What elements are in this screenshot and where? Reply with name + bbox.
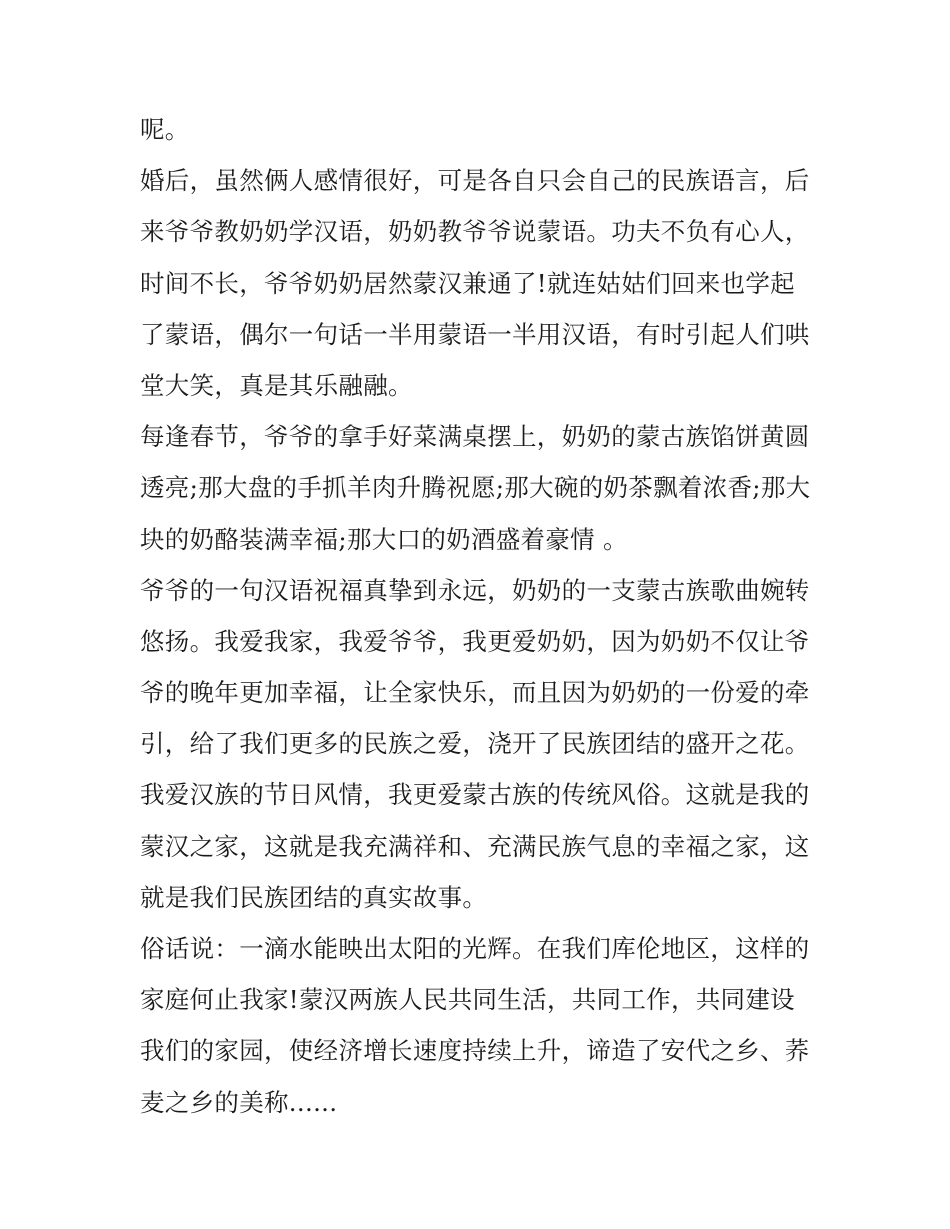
text-line: 来爷爷教奶奶学汉语，奶奶教爷爷说蒙语。功夫不负有心人， xyxy=(140,217,810,247)
text-line: 麦之乡的美称...... xyxy=(140,1087,338,1117)
paragraph xyxy=(140,104,820,155)
text-line: 呢。 xyxy=(140,115,190,144)
text-line: 我们的家园，使经济增长速度持续上升，谛造了安代之乡、荞 xyxy=(140,1036,810,1066)
text-line: 时间不长，爷爷奶奶居然蒙汉兼通了!就连姑姑们回来也学起 xyxy=(140,268,795,298)
paragraph xyxy=(140,411,820,565)
text-line: 了蒙语，偶尔一句话一半用蒙语一半用汉语，有时引起人们哄 xyxy=(140,319,810,349)
text-line: 家庭何止我家!蒙汉两族人民共同生活，共同工作，共同建设 xyxy=(140,985,795,1015)
text-line: 引，给了我们更多的民族之爱，浇开了民族团结的盛开之花。 xyxy=(140,729,810,759)
text-line: 就是我们民族团结的真实故事。 xyxy=(140,882,488,912)
text-line: 悠扬。我爱我家，我爱爷爷，我更爱奶奶，因为奶奶不仅让爷 xyxy=(140,626,810,656)
text-line: 婚后，虽然俩人感情很好，可是各自只会自己的民族语言，后 xyxy=(140,166,810,196)
text-line: 块的奶酪装满幸福;那大口的奶酒盛着豪情 。 xyxy=(140,524,628,554)
paragraph xyxy=(140,923,820,1128)
text-line: 我爱汉族的节日风情，我更爱蒙古族的传统风俗。这就是我的 xyxy=(140,780,810,810)
document-body xyxy=(140,104,820,1128)
paragraph xyxy=(140,155,820,411)
text-line: 爷爷的一句汉语祝福真挚到永远，奶奶的一支蒙古族歌曲婉转 xyxy=(140,575,810,605)
paragraph xyxy=(140,565,820,923)
text-line: 俗话说：一滴水能映出太阳的光辉。在我们库伦地区，这样的 xyxy=(140,934,810,963)
text-line: 每逢春节，爷爷的拿手好菜满桌摆上，奶奶的蒙古族馅饼黄圆 xyxy=(140,422,810,452)
text-line: 堂大笑，真是其乐融融。 xyxy=(140,370,413,400)
text-line: 透亮;那大盘的手抓羊肉升腾祝愿;那大碗的奶茶飘着浓香;那大 xyxy=(140,473,811,503)
text-line: 爷的晚年更加幸福，让全家快乐，而且因为奶奶的一份爱的牵 xyxy=(140,678,810,708)
text-line: 蒙汉之家，这就是我充满祥和、充满民族气息的幸福之家，这 xyxy=(140,831,810,861)
